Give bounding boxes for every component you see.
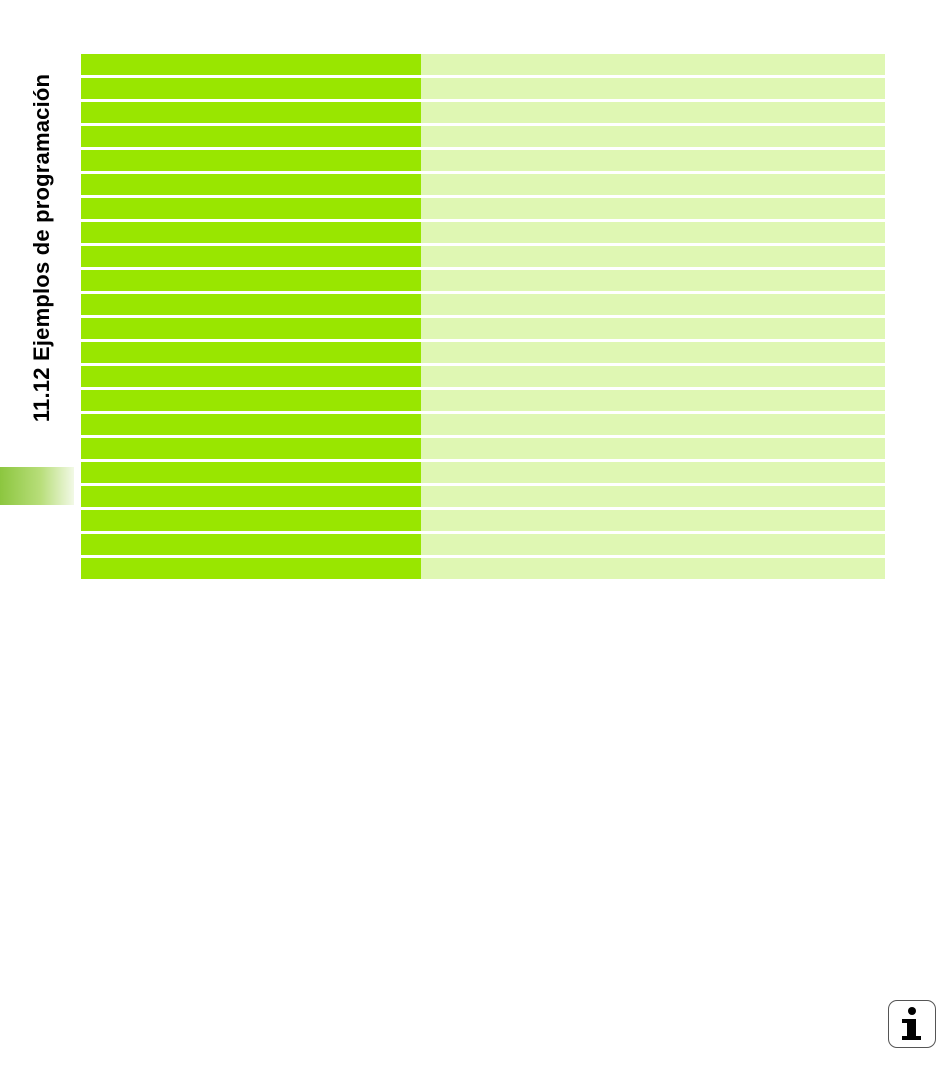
table-cell-left	[81, 270, 421, 291]
table-row	[81, 222, 885, 243]
table-cell-right	[421, 462, 885, 483]
table-cell-right	[421, 414, 885, 435]
table-row	[81, 294, 885, 315]
chapter-tab	[0, 467, 74, 505]
table-cell-right	[421, 510, 885, 531]
table-row	[81, 366, 885, 387]
table-cell-right	[421, 54, 885, 75]
table-row	[81, 198, 885, 219]
table-cell-left	[81, 318, 421, 339]
table-row	[81, 438, 885, 459]
table-row	[81, 150, 885, 171]
section-title	[20, 52, 64, 444]
table-cell-left	[81, 534, 421, 555]
table-cell-right	[421, 318, 885, 339]
table-row	[81, 318, 885, 339]
table-row	[81, 246, 885, 267]
table-cell-left	[81, 78, 421, 99]
table-cell-left	[81, 510, 421, 531]
table-cell-right	[421, 150, 885, 171]
program-table	[81, 54, 885, 579]
table-row	[81, 510, 885, 531]
table-cell-left	[81, 462, 421, 483]
table-cell-left	[81, 294, 421, 315]
table-cell-right	[421, 198, 885, 219]
table-cell-left	[81, 486, 421, 507]
table-row	[81, 126, 885, 147]
table-cell-right	[421, 78, 885, 99]
table-cell-right	[421, 270, 885, 291]
table-cell-right	[421, 438, 885, 459]
table-cell-left	[81, 150, 421, 171]
table-row	[81, 462, 885, 483]
table-row	[81, 54, 885, 75]
table-cell-right	[421, 174, 885, 195]
table-row	[81, 390, 885, 411]
table-row	[81, 102, 885, 123]
table-cell-left	[81, 198, 421, 219]
table-cell-right	[421, 342, 885, 363]
table-cell-right	[421, 390, 885, 411]
table-cell-left	[81, 174, 421, 195]
table-row	[81, 342, 885, 363]
table-cell-left	[81, 390, 421, 411]
table-row	[81, 270, 885, 291]
info-glyph	[899, 1006, 925, 1042]
table-cell-left	[81, 246, 421, 267]
table-cell-left	[81, 222, 421, 243]
table-cell-right	[421, 294, 885, 315]
table-row	[81, 414, 885, 435]
table-row	[81, 534, 885, 555]
table-cell-left	[81, 54, 421, 75]
table-cell-right	[421, 126, 885, 147]
table-row	[81, 486, 885, 507]
table-cell-right	[421, 246, 885, 267]
table-cell-left	[81, 438, 421, 459]
table-cell-left	[81, 414, 421, 435]
table-cell-right	[421, 558, 885, 579]
table-row	[81, 558, 885, 579]
table-cell-left	[81, 558, 421, 579]
table-cell-left	[81, 342, 421, 363]
table-cell-left	[81, 366, 421, 387]
info-icon	[888, 1000, 936, 1048]
section-title-text: 11.12 Ejemplos de programación	[29, 73, 55, 423]
table-row	[81, 78, 885, 99]
table-cell-right	[421, 222, 885, 243]
table-cell-left	[81, 102, 421, 123]
table-cell-left	[81, 126, 421, 147]
table-row	[81, 174, 885, 195]
table-cell-right	[421, 486, 885, 507]
table-cell-right	[421, 102, 885, 123]
table-cell-right	[421, 534, 885, 555]
table-cell-right	[421, 366, 885, 387]
